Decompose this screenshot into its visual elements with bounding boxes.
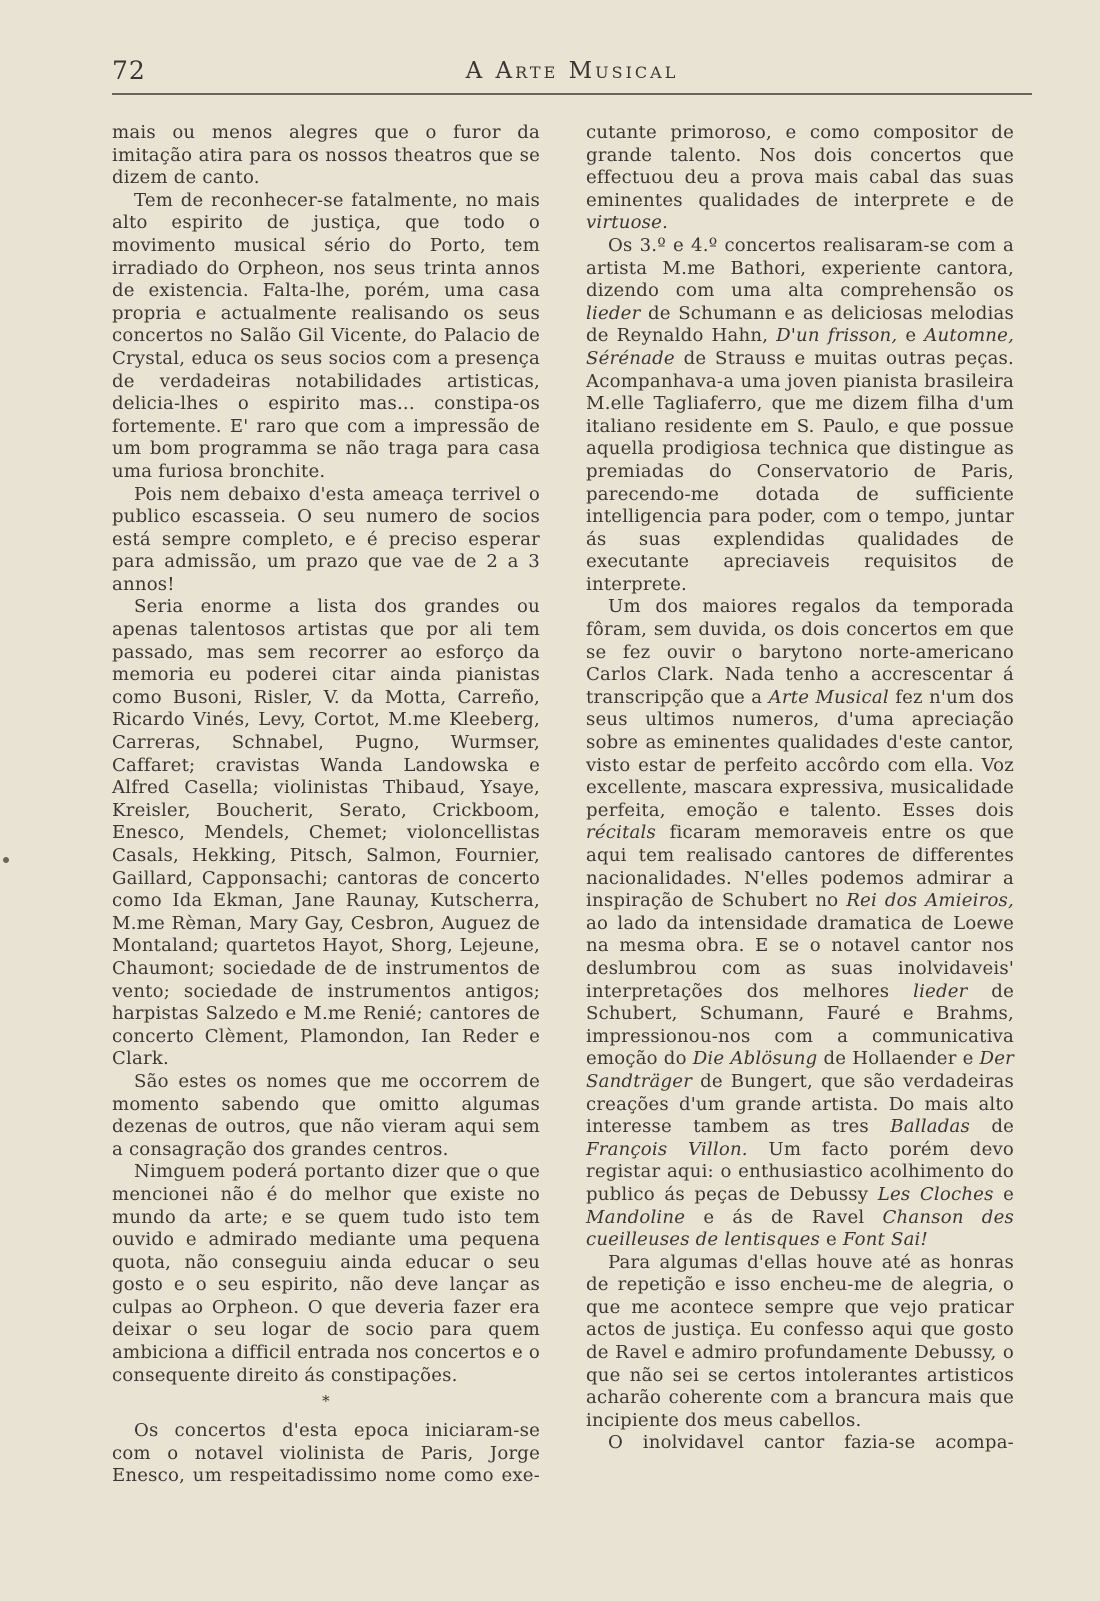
running-title: A Arte Musical [465,58,679,84]
text-run: ao lado da intensidade dramatica de Loewe na mesma obra. E se o notavel cantor nos deslumbrou com as suas inolvidaveis' interpretações dos melhores [586,912,1014,1002]
paragraph: mais ou menos alegres que o furor da imitação atira para os nossos theatros que se dizem de canto. [112,122,540,189]
italic-title: Balladas [890,1116,970,1138]
paragraph: Tem de reconhecer-se fatalmente, no mais alto espirito de justiça, que todo o movimento musical sério do Porto, tem irradiado do Orpheon, nos seus trinta annos de existencia. Falta-lhe, porém, uma casa propria e actualmente realisando os seus concertos no Salão Gil Vicente, do Palacio de Crystal, educa os seus socios com a presença de verdadeiras notabilidades artisticas, delicia-lhes o espirito mas... constipa-os fortemente. E' raro que com a impressão de um bom programma se não traga para casa uma furiosa bronchite. [112,189,540,482]
header-rule [112,93,1032,95]
italic-title: Rei dos Amieiros, [846,890,1014,912]
left-column [112,122,540,1488]
paragraph: Nimguem poderá portanto dizer que o que mencionei não é do melhor que existe no mundo da arte; e se quem tudo isto tem ouvido e admirado mediante uma pequena quota, não conseguiu ainda educar o seu gosto e o seu espirito, não deve lançar as culpas ao Orpheon. O que deveria fazer era deixar o seu logar de socio para quem ambiciona a difficil entrada nos concertos e o consequente direito ás constipações. [112,1161,540,1386]
text-run: Um dos maiores regalos da temporada fôram, sem duvida, os dois concertos em que se fez ouvir o barytono norte-americano Carlos Clark. Nada tenho a accrescentar á transcripção que a [586,596,1014,708]
text-run: de Strauss e muitas outras peças. Acompanhava-a uma joven pianista brasileira M.elle Tagliaferro, que me dizem filha d'um italiano residente em S. Paulo, e que possue aquella prodigiosa technica que distingue as premiadas do Conservatorio de Paris, parecendo-me dotada de sufficiente intelligencia para poder, com o tempo, juntar ás suas explendidas qualidades de executante apreciaveis requisitos de interprete. [586,347,1014,595]
text-run: e [825,1229,837,1251]
italic-title: Der Sandträger [586,1048,1014,1092]
text-run: Os 3.º e 4.º concertos realisaram-se com a artista M.me Bathori, experiente cantora, dizendo com uma alta comprehensão os [586,234,1014,302]
text-run: de Schumann e as deliciosas melodias de Reynaldo Hahn, [586,302,1015,347]
text-run: cutante primoroso, e como compositor de grande talento. Nos dois concertos que effectuou deu a prova mais cabal das suas eminentes qualidades de interprete e de [586,122,1014,211]
text-run: fez n'um dos seus ultimos numeros, d'uma apreciação sobre as eminentes qualidades d'este cantor, visto estar de perfeito accôrdo com ella. Voz excellente, mascara expressiva, musicalidade perfeita, emoção e talento. Esses dois [586,686,1015,821]
right-column [586,122,1014,1455]
paragraph: Os concertos d'esta epoca iniciaram-se com o notavel violinista de Paris, Jorge Enesco, um respeitadissimo nome como exe- [112,1420,540,1487]
margin-mark [3,857,9,863]
paragraph: O inolvidavel cantor fazia-se acompa- [608,1432,1014,1454]
italic-title: Arte Musical [768,686,889,708]
text-run: ficaram memoraveis entre os que aqui tem realisado cantores de differentes nacionalidades. N'elles podemos admirar a inspiração de Schubert no [586,822,1014,912]
italic-term: lieder [913,980,968,1002]
text-run: e [1003,1183,1015,1205]
italic-title: Les Cloches [877,1183,994,1205]
paragraph: Pois nem debaixo d'esta ameaça terrivel o publico escasseia. O seu numero de socios está sempre completo, e é preciso esperar para admissão, um prazo que vae de 2 a 3 annos! [112,483,540,595]
text-run: de Schubert, Schumann, Fauré e Brahms, impressionou-nos com a communicativa emoção do [586,980,1014,1070]
italic-title: Chanson des cueilleuses de lentisques [586,1206,1014,1251]
text-run: de Bungert, que são verdadeiras creações d'um grande artista. Do mais alto interesse tambem as tres [586,1070,1015,1138]
text-run: Um facto porém devo registar aqui: o enthusiastico acolhimento do publico ás peças de Debussy [586,1138,1015,1205]
paragraph: Para algumas d'ellas houve até as honras de repetição e isso encheu-me de alegria, o que me acontece sempre que vejo praticar actos de justiça. Eu confesso aqui que gosto de Ravel e admiro profundamente Debussy, o que não sei se certos intolerantes artisticos acharão coherente com a brancura mais que incipiente dos meus cabellos. [586,1251,1014,1431]
section-separator: * [322,1392,330,1411]
italic-term: récitals [586,822,657,844]
text-run: e [905,325,917,347]
paragraph [586,235,1014,597]
italic-title: Automne, Sérénade [586,325,1015,369]
italic-term: lieder [586,302,641,324]
text-run: de Hollaender e [823,1048,974,1070]
text-run: de [991,1116,1015,1138]
text-run: e ás de Ravel [703,1206,865,1228]
italic-title: D'un frisson, [776,325,898,347]
italic-title: Die Ablösung [692,1048,818,1070]
page-header [112,56,1032,88]
italic-term: virtuose. [586,212,669,234]
italic-title: Mandoline [586,1206,686,1228]
paragraph: São estes os nomes que me occorrem de momento sabendo que omitto algumas dezenas de outros, que não vieram aqui sem a consagração dos grandes centros. [112,1070,540,1160]
italic-title: Font Sai! [842,1229,929,1251]
paragraph [586,122,1014,235]
page-number: 72 [112,56,146,85]
paragraph: Seria enorme a lista dos grandes ou apenas talentosos artistas que por ali tem passado, mas sem recorrer ao esforço da memoria eu poderei citar ainda pianistas como Busoni, Risler, V. da Motta, Carreño, Ricardo Vinés, Levy, Cortot, M.me Kleeberg, Carreras, Schnabel, Pugno, Wurmser, Caffaret; cravistas Wanda Landowska e Alfred Casella; violinistas Thibaud, Ysaye, Kreisler, Boucherit, Serato, Crickboom, Enesco, Mendels, Chemet; violoncellistas Casals, Hekking, Pitsch, Salmon, Fournier, Gaillard, Capponsachi; cantoras de concerto como Ida Ekman, Jane Raunay, Kutscherra, M.me Rèman, Mary Gay, Cesbron, Auguez de Montaland; quartetos Hayot, Shorg, Lejeune, Chaumont; sociedade de de instrumentos de vento; sociedade de instrumentos antigos; harpistas Salzedo e M.me Renié; cantores de concerto Clèment, Plamondon, Ian Reder e Clark. [112,596,540,1070]
italic-title: François Villon. [586,1138,748,1160]
paragraph [586,596,1014,1251]
